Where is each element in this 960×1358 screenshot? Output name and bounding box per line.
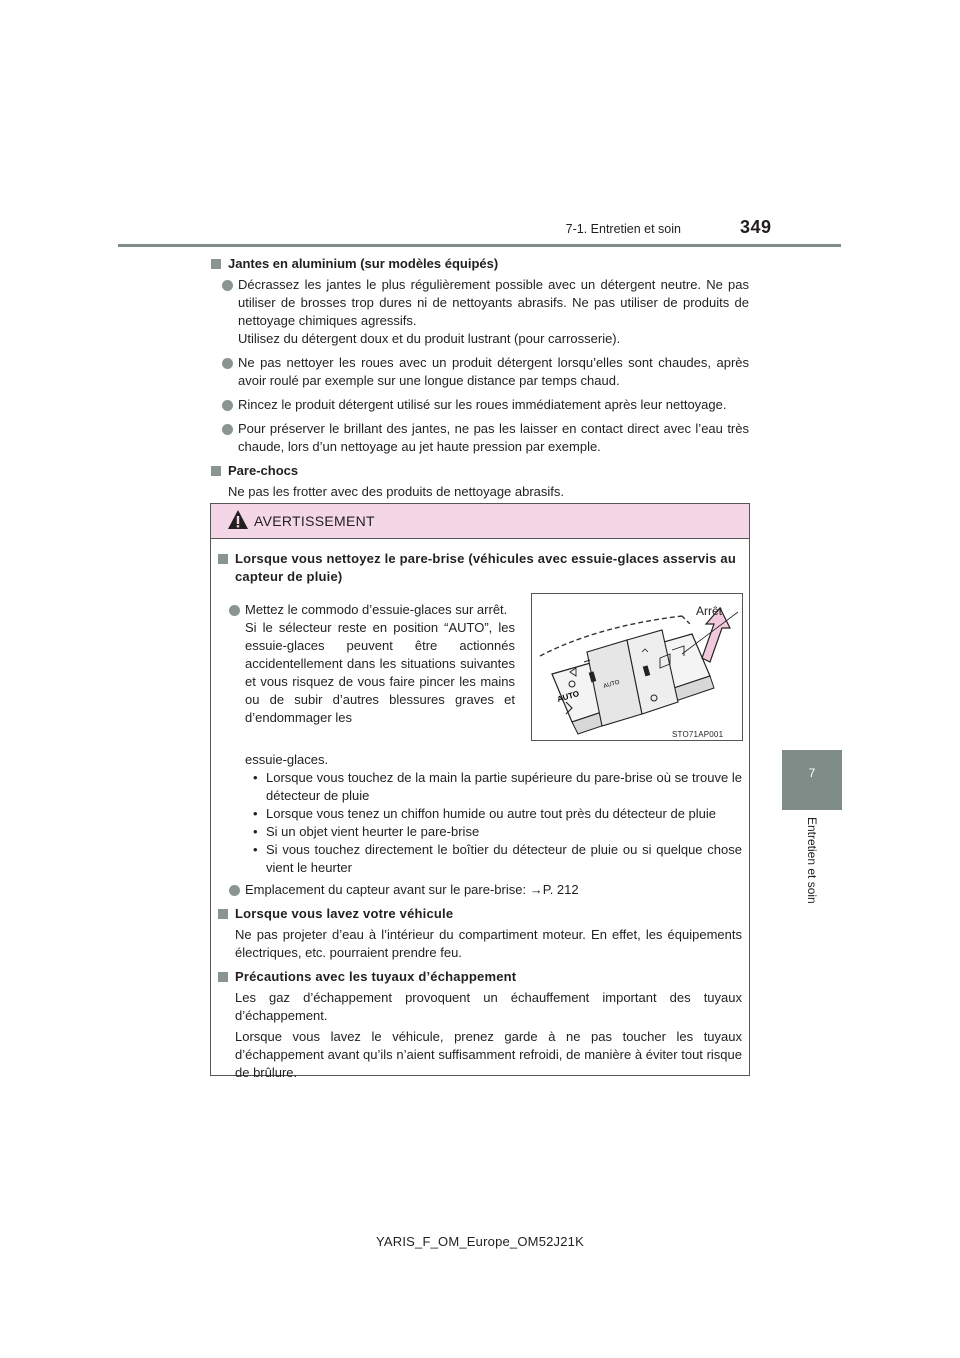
list-item: Décrassez les jantes le plus régulièrement possible avec un détergent neutre. Ne pas utiliser de brosses trop dures ni de nettoyants abrasifs. Ne pas utiliser de produits de nettoyage chimiques agressifs. Utilisez du détergent doux et du produit lustrant (pour carrosserie). (211, 276, 749, 348)
header-rule (118, 244, 841, 247)
sub-list-item: • Lorsque vous touchez de la main la partie supérieure du pare-brise où se trouve le détecteur de pluie (253, 770, 742, 803)
list-item: Mettez le commodo d’essuie-glaces sur arrêt. Si le sélecteur reste en position “AUTO”, les essuie-glaces peuvent être actionnés accidentellement dans les situations suivantes et vous risquez de vous faire pincer les mains ou de subir d’autres blessures graves et d’endommager les (218, 601, 515, 727)
wiper-figure-row (218, 590, 742, 753)
figure-label-arret: Arrêt (696, 604, 723, 618)
list-item: Emplacement du capteur avant sur le pare-brise: →P. 212 (218, 881, 742, 899)
square-bullet-icon (218, 554, 228, 564)
warning-box (210, 503, 750, 1080)
parechocs-text: Ne pas les frotter avec des produits de nettoyage abrasifs. (228, 484, 565, 499)
section-heading-jantes: Jantes en aluminium (sur modèles équipés) (211, 255, 749, 273)
round-bullet-icon (222, 424, 233, 435)
warning-heading-lavage: Lorsque vous lavez votre véhicule (218, 905, 742, 923)
lavage-text: Ne pas projeter d’eau à l’intérieur du compartiment moteur. En effet, les équipements électriques, etc. pourraient prendre feu. (235, 927, 742, 960)
round-bullet-icon (222, 400, 233, 411)
figure-code: STO71AP001 (672, 730, 724, 739)
chapter-label: Entretien et soin (805, 817, 819, 904)
warning-heading-parebrise: Lorsque vous nettoyez le pare-brise (véhicules avec essuie-glaces asservis au capteur de pluie) (218, 550, 742, 586)
warning-header (211, 504, 749, 539)
sub-list-item: • Si vous touchez directement le boîtier du détecteur de pluie ou si quelque chose vient le heurter (253, 842, 742, 875)
main-content (211, 252, 749, 501)
wiper-switch-figure (531, 593, 743, 741)
sub-list-item: • Si un objet vient heurter le pare-brise (253, 824, 480, 839)
list-item: Rincez le produit détergent utilisé sur les roues immédiatement après leur nettoyage. (211, 396, 749, 414)
echappement-text-2: Lorsque vous lavez le véhicule, prenez garde à ne pas toucher les tuyaux d’échappement avant qu’ils n’aient suffisamment refroidi, de manière à éviter tout risque de brûlure. (235, 1029, 742, 1080)
auto-label-small: AUTO (602, 679, 621, 690)
footer-code: YARIS_F_OM_Europe_OM52J21K (375, 1234, 584, 1249)
list-item: Ne pas nettoyer les roues avec un produit détergent lorsqu’elles sont chaudes, après avoir roulé par exemple sur une longue distance par temps chaud. (211, 354, 749, 390)
auto-label: AUTO (556, 689, 581, 704)
square-bullet-icon (218, 972, 228, 982)
chapter-number: 7 (808, 766, 816, 780)
warning-heading-echappement: Précautions avec les tuyaux d’échappement (218, 968, 742, 986)
sub-list-item: • Lorsque vous tenez un chiffon humide ou autre tout près du détecteur de pluie (253, 806, 717, 821)
chapter-tab (782, 750, 842, 810)
wiper-instruction (218, 590, 515, 727)
list-item: Pour préserver le brillant des jantes, ne pas les laisser en contact direct avec l’eau très chaude, lors d’un nettoyage au jet haute pression par exemple. (211, 420, 749, 456)
warning-title: AVERTISSEMENT (254, 513, 375, 529)
page-header: 7-1. Entretien et soin 349 (0, 0, 960, 250)
page-number: 349 (740, 217, 772, 237)
round-bullet-icon (229, 605, 240, 616)
square-bullet-icon (218, 909, 228, 919)
warning-body (218, 547, 742, 1082)
warning-triangle-icon (227, 509, 249, 531)
round-bullet-icon (222, 280, 233, 291)
echappement-text-1: Les gaz d’échappement provoquent un échauffement important des tuyaux d’échappement. (235, 990, 742, 1023)
section-heading-parechocs: Pare-chocs (211, 462, 749, 480)
square-bullet-icon (211, 466, 221, 476)
wiper-instruction-tail: essuie-glaces. (245, 752, 329, 767)
round-bullet-icon (222, 358, 233, 369)
round-bullet-icon (229, 885, 240, 896)
square-bullet-icon (211, 259, 221, 269)
